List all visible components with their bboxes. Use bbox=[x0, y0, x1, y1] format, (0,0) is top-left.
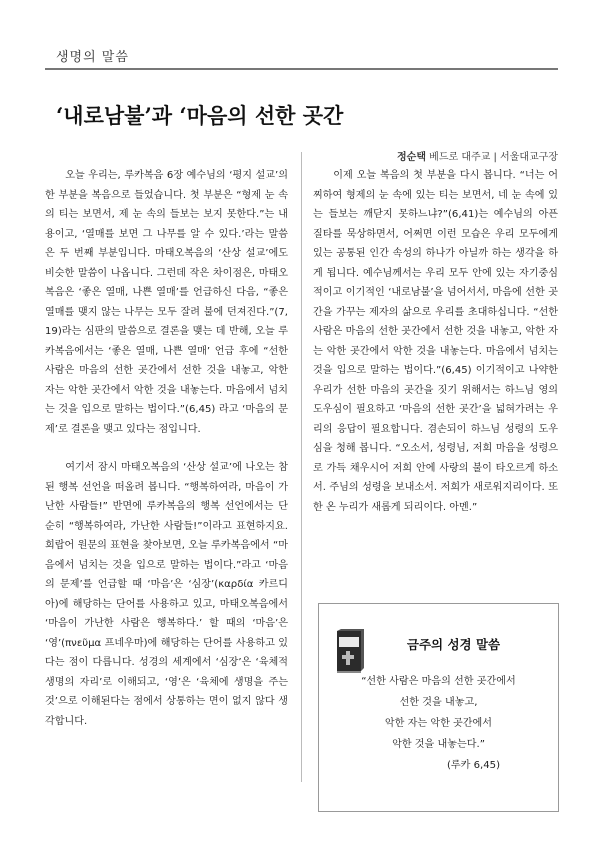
section-divider bbox=[45, 68, 558, 70]
weekly-verse-box bbox=[318, 603, 559, 812]
author-name: 정순택 bbox=[397, 152, 426, 163]
verse-line: 선한 것을 내놓고, bbox=[399, 697, 478, 708]
paragraph: 이제 오늘 복음의 첫 부분을 다시 봅니다. “너는 어찌하여 형제의 눈 속에 있는 티는 보면서, 네 눈 속에 있는 들보는 깨닫지 못하느냐?”(6,41)는 예수님의 아픈 질타를 묵상하면서, 어쩌면 이런 모습은 우리 모두에게 있는 공통된 인간 속성의 하나가 아닐까 하는 생각을 하게 됩니다. 예수님께서는 우리 모두 안에 있는 자기중심적이고 이기적인 ‘내로남불’을 넘어서서, 마음에 선한 곳간을 가꾸는 제자의 삶으로 우리를 초대하십니다. “선한 사람은 마음의 선한 곳간에서 선한 것을 내놓고, 악한 자는 악한 곳간에서 악한 것을 내놓는다. 마음에서 넘치는 것을 입으로 말하는 법이다.”(6,45) 이기적이고 나약한 우리가 선한 마음의 곳간을 짓기 위해서는 하느님 영의 도우심이 필요하고 ‘마음의 선한 곳간’을 넓혀가려는 우리의 응답이 필요합니다. 겸손되이 하느님 성령의 도우심을 청해 봅니다. “오소서, 성령님, 저희 마음을 성령으로 가득 채우시어 저희 안에 사랑의 불이 타오르게 하소서. 주님의 성령을 보내소서. 저희가 새로워지리이다. 또한 온 누리가 새롭게 되리이다. 아멘.” bbox=[313, 170, 558, 513]
verse-line: 악한 것을 내놓는다.” bbox=[392, 739, 485, 750]
verse-heading: 금주의 성경 말씀 bbox=[406, 637, 501, 652]
article-title: ‘내로남불’과 ‘마음의 선한 곳간 bbox=[56, 103, 344, 128]
left-column bbox=[45, 166, 288, 731]
column-divider bbox=[301, 152, 302, 782]
verse-line: 악한 자는 악한 곳간에서 bbox=[384, 718, 493, 729]
section-label: 생명의 말씀 bbox=[56, 50, 129, 65]
byline bbox=[300, 148, 558, 163]
paragraph: 여기서 잠시 마태오복음의 ‘산상 설교’에 나오는 참된 행복 선언을 떠올려 봅니다. “행복하여라, 마음이 가난한 사람들!” 반면에 루카복음의 행복 선언에서는 단순히 “행복하여라, 가난한 사람들!”이라고 표현하지요. 희랍어 원문의 표현을 찾아보면, 오늘 루카복음에서 “마음에서 넘치는 것을 입으로 말하는 법이다.”라고 ‘마음의 문제’를 언급할 때 ‘마음’은 ‘심장’(καρδία 카르디아)에 해당하는 단어를 사용하고 있고, 마태오복음에서 ‘마음이 가난한 사람은 행복하다.’ 할 때의 ‘마음’은 ‘영’(πνεῦμα 프네우마)에 해당하는 단어를 사용하고 있다는 점이 다릅니다. 성경의 세계에서 ‘심장’은 ‘육체적 생명의 자리’로 이해되고, ‘영’은 ‘육체에 생명을 주는 것’으로 이해된다는 점에서 상통하는 면이 없지 않다 생각합니다. bbox=[45, 462, 288, 727]
verse-text bbox=[319, 671, 558, 776]
paragraph: 오늘 우리는, 루카복음 6장 예수님의 ‘평지 설교’의 한 부분을 복음으로 들었습니다. 첫 부분은 “형제 눈 속의 티는 보면서, 제 눈 속의 들보는 보지 못한다.”는 내용이고, ‘열매를 보면 그 나무를 알 수 있다.’라는 말씀은 두 번째 부분입니다. 마태오복음의 ‘산상 설교’에도 비슷한 말씀이 나옵니다. 그런데 작은 차이점은, 마태오복음은 ‘좋은 열매, 나쁜 열매’를 언급하신 다음, “좋은 열매를 맺지 않는 나무는 모두 잘려 불에 던져진다.”(7,19)라는 심판의 말씀으로 결론을 맺는 데 반해, 오늘 루카복음에서는 ‘좋은 열매, 나쁜 열매’ 언급 후에 “선한 사람은 마음의 선한 곳간에서 선한 것을 내놓고, 악한 자는 악한 곳간에서 악한 것을 내놓는다. 마음에서 넘치는 것을 입으로 말하는 법이다.”(6,45) 라고 ‘마음의 문제’로 결론을 맺고 있다는 점입니다. bbox=[45, 170, 288, 435]
right-column bbox=[313, 166, 558, 517]
verse-reference: (루카 6,45) bbox=[446, 760, 501, 771]
author-role: 베드로 대주교 | 서울대교구장 bbox=[425, 152, 558, 163]
verse-line: “선한 사람은 마음의 선한 곳간에서 bbox=[361, 676, 516, 687]
